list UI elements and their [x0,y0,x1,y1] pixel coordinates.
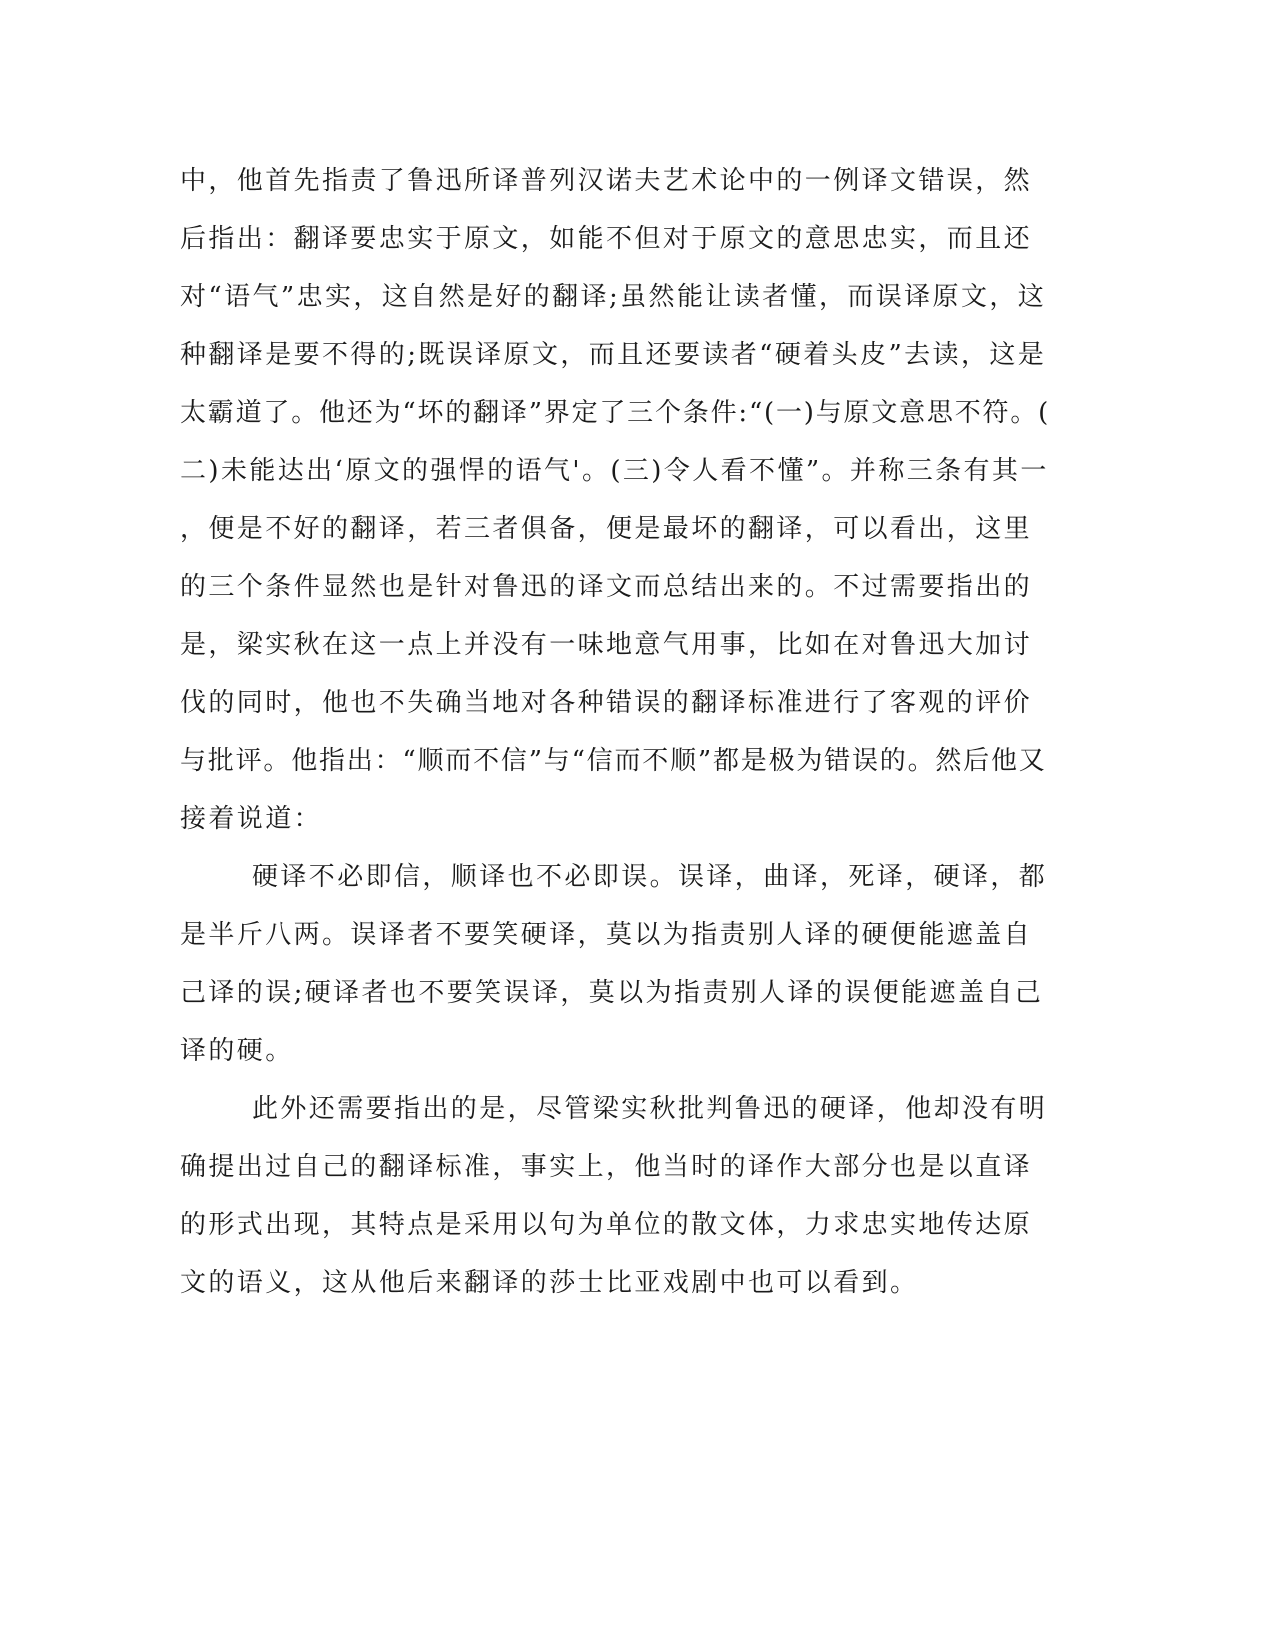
text-line: 的形式出现，其特点是采用以句为单位的散文体，力求忠实地传达原 [180,1210,1033,1240]
text-line: 接着说道： [180,804,323,834]
text-line: 确提出过自己的翻译标准，事实上，他当时的译作大部分也是以直译 [180,1152,1033,1182]
text-line: 译的硬。 [180,1036,294,1066]
text-line: 此外还需要指出的是，尽管梁实秋批判鲁迅的硬译，他却没有明 [252,1094,1048,1124]
paragraph-1 [180,152,1050,848]
paragraph-2-block-quote [180,848,1050,1080]
text-line: 太霸道了。他还为“坏的翻译”界定了三个条件:“(一)与原文意思不符。( [180,398,1051,428]
text-line: 是半斤八两。误译者不要笑硬译，莫以为指责别人译的硬便能遮盖自 [180,920,1033,950]
text-line: 文的语义，这从他后来翻译的莎士比亚戏剧中也可以看到。 [180,1268,919,1298]
text-line: 是，梁实秋在这一点上并没有一味地意气用事，比如在对鲁迅大加讨 [180,630,1033,660]
text-line: ，便是不好的翻译，若三者俱备，便是最坏的翻译，可以看出，这里 [180,514,1033,544]
text-line: 与批评。他指出：“顺而不信”与“信而不顺”都是极为错误的。然后他又 [180,746,1047,776]
text-line: 己译的误;硬译者也不要笑误译，莫以为指责别人译的误便能遮盖自己 [180,978,1044,1008]
text-line: 后指出：翻译要忠实于原文，如能不但对于原文的意思忠实，而且还 [180,224,1033,254]
paragraph-3 [180,1080,1050,1312]
text-line: 的三个条件显然也是针对鲁迅的译文而总结出来的。不过需要指出的 [180,572,1033,602]
text-line: 伐的同时，他也不失确当地对各种错误的翻译标准进行了客观的评价 [180,688,1033,718]
text-line: 二)未能达出‘原文的强悍的语气'。(三)令人看不懂”。并称三条有其一 [180,456,1049,486]
text-line: 中，他首先指责了鲁迅所译普列汉诺夫艺术论中的一例译文错误，然 [180,166,1033,196]
text-line: 对“语气”忠实，这自然是好的翻译;虽然能让读者懂，而误译原文，这 [180,282,1047,312]
document-body [180,152,1050,1312]
text-line: 种翻译是要不得的;既误译原文，而且还要读者“硬着头皮”去读，这是 [180,340,1047,370]
text-line: 硬译不必即信，顺译也不必即误。误译，曲译，死译，硬译，都 [252,862,1048,892]
